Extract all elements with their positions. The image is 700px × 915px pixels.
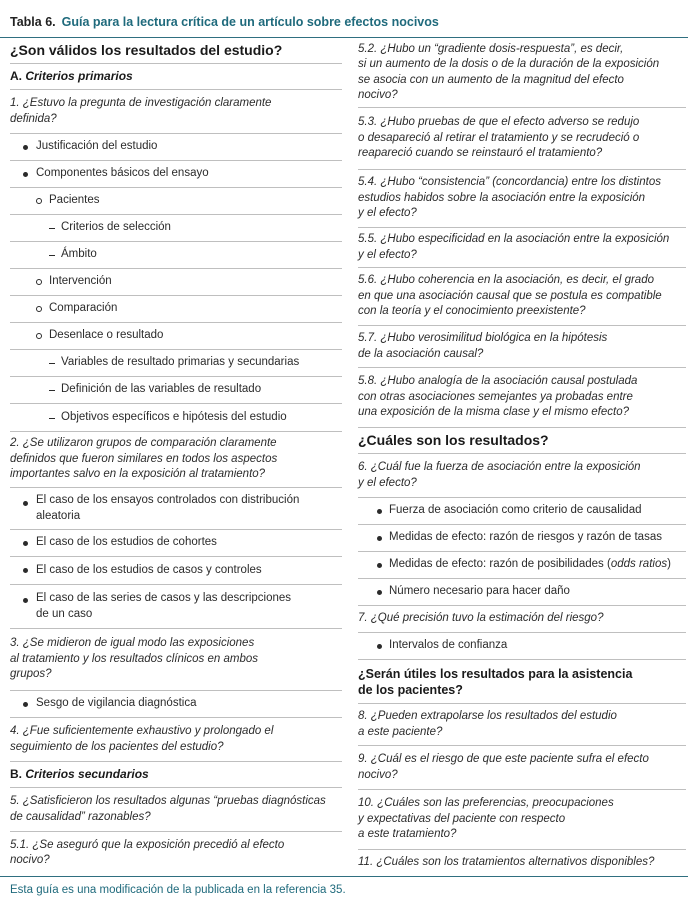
item-nnh: Número necesario para hacer daño [389,585,570,598]
circle-bullet-icon [36,306,42,312]
item-ensayos-line: El caso de los ensayos controlados con distribución [36,494,300,506]
list-item [10,296,342,323]
question-4-line: seguimiento de los pacientes del estudio? [10,740,224,753]
list-item [10,557,342,585]
bottom-rule [0,876,688,877]
question-5-7-row [358,326,686,368]
bullet-icon [23,702,28,707]
table-title: Guía para la lectura crítica de un artículo sobre efectos nocivos [61,15,439,29]
list-item [10,242,342,269]
question-9-row [358,746,686,790]
table-footnote: Esta guía es una modificación de la publicada en la referencia 35. [10,884,346,896]
question-5-7-line: de la asociación causal? [358,347,484,360]
question-5-1-line: 5.1. ¿Se aseguró que la exposición precedió al efecto [10,838,285,851]
usefulness-heading-line: ¿Serán útiles los resultados para la asistencia [358,666,633,681]
list-item [358,552,686,579]
question-10-line: a este tratamiento? [358,828,457,841]
dash-icon [49,418,55,419]
question-5-4-row [358,170,686,228]
item-componentes: Componentes básicos del ensayo [36,167,209,180]
item-comparacion: Comparación [49,302,118,315]
question-10-row [358,790,686,850]
validity-heading: ¿Son válidos los resultados del estudio? [10,41,283,58]
question-2-row [10,432,342,488]
circle-bullet-icon [36,198,42,204]
item-justificacion: Justificación del estudio [36,140,158,153]
section-b-row [10,762,342,788]
bullet-icon [23,145,28,150]
dash-icon [49,255,55,256]
question-3-line: al tratamiento y los resultados clínicos en ambos [10,652,259,665]
table-label: Tabla 6. [10,15,56,29]
list-item [358,579,686,606]
bullet-icon [377,536,382,541]
dash-icon [49,363,55,364]
usefulness-heading-row [358,660,686,704]
question-4-row [10,718,342,762]
question-1-line: definida? [10,112,57,125]
question-1-row [10,90,342,134]
question-5-2-line: se asocia con un aumento de la magnitud del efecto [358,73,624,86]
question-6-row [358,454,686,498]
question-5-row [10,788,342,832]
item-ensayos-line: aleatoria [36,509,81,522]
section-a-row [10,64,342,90]
question-5-2-row [358,38,686,108]
question-11: 11. ¿Cuáles son los tratamientos alternativos disponibles? [358,856,655,869]
question-8-row [358,704,686,746]
item-series-line: El caso de las series de casos y las descripciones [36,592,292,604]
question-2-line: 2. ¿Se utilizaron grupos de comparación claramente [10,437,277,450]
question-5-2-line: 5.2. ¿Hubo un “gradiente dosis-respuesta”, es decir, [358,42,624,55]
list-item [10,188,342,215]
results-heading-row [358,428,686,454]
question-9-line: nocivo? [358,768,398,781]
question-11-row [358,850,686,876]
circle-bullet-icon [36,279,42,285]
dash-icon [49,228,55,229]
list-item [10,488,342,530]
item-criterios-seleccion: Criterios de selección [61,221,171,234]
question-6-line: 6. ¿Cuál fue la fuerza de asociación entre la exposición [358,461,641,473]
question-6-line: y el efecto? [358,476,417,489]
question-5-8-line: una exposición de la misma clase y el mismo efecto? [358,406,630,419]
usefulness-heading-line: de los pacientes? [358,682,463,697]
list-item [10,323,342,350]
list-item [10,161,342,188]
list-item [10,350,342,377]
question-5-4-line: 5.4. ¿Hubo “consistencia” (concordancia) entre los distintos [358,176,661,189]
question-5-5-line: 5.5. ¿Hubo especificidad en la asociación entre la exposición [358,233,670,245]
question-2-line: definidos que fueron similares en todos los aspectos [10,452,278,465]
question-8-line: a este paciente? [358,725,443,738]
item-posibilidades-prefix: Medidas de efecto: razón de posibilidades ( [389,558,611,571]
table-caption [10,14,686,30]
item-posibilidades [389,557,671,573]
question-5-2-line: nocivo? [358,89,398,101]
question-10-line: 10. ¿Cuáles son las preferencias, preocupaciones [358,797,614,810]
list-item [10,377,342,404]
bullet-icon [377,509,382,514]
question-4-line: 4. ¿Fue suficientemente exhaustivo y prolongado el [10,725,274,737]
section-b-title: Criterios secundarios [25,766,149,781]
list-item [358,498,686,525]
question-3-line: grupos? [10,668,52,681]
bullet-icon [377,644,382,649]
item-pacientes: Pacientes [49,194,100,207]
item-ambito: Ámbito [61,248,97,261]
bullet-icon [23,568,28,573]
question-7-row [358,606,686,633]
question-5-6-line: en que una asociación causal que se postula es compatible [358,289,662,302]
list-item [10,691,342,718]
question-5-4-line: y el efecto? [358,207,417,220]
question-3-row [10,629,342,691]
item-riesgos: Medidas de efecto: razón de riesgos y razón de tasas [389,531,662,544]
question-7: 7. ¿Qué precisión tuvo la estimación del riesgo? [358,612,604,625]
list-item [10,404,342,432]
section-b-letter: B. [10,766,22,781]
item-posibilidades-italic: odds ratios [610,558,668,571]
bullet-icon [23,541,28,546]
item-fuerza: Fuerza de asociación como criterio de causalidad [389,504,642,517]
question-5-3-line: 5.3. ¿Hubo pruebas de que el efecto adverso se redujo [358,116,640,129]
list-item [10,585,342,629]
question-5-7-line: 5.7. ¿Hubo verosimilitud biológica en la hipótesis [358,332,608,344]
question-5-3-row [358,108,686,170]
list-item [10,134,342,161]
validity-heading-row [10,38,342,64]
item-cohortes: El caso de los estudios de cohortes [36,536,217,549]
question-5-2-line: si un aumento de la dosis o de la duración de la exposición [358,58,660,70]
item-posibilidades-suffix: ) [667,558,671,571]
question-5-3-line: o desapareció al retirar el tratamiento y se recrudeció o [358,131,640,144]
question-1-line: 1. ¿Estuvo la pregunta de investigación claramente [10,97,272,109]
question-5-8-row [358,368,686,428]
question-5-3-line: reapareció cuando se reinstauró el tratamiento? [358,147,603,160]
circle-bullet-icon [36,333,42,339]
item-intervencion: Intervención [49,275,112,288]
question-10-line: y expectativas del paciente con respecto [358,812,566,825]
question-9-line: 9. ¿Cuál es el riesgo de que este paciente sufra el efecto [358,753,649,765]
item-definicion-variables: Definición de las variables de resultado [61,383,262,396]
item-sesgo: Sesgo de vigilancia diagnóstica [36,697,197,710]
item-casos-controles: El caso de los estudios de casos y controles [36,563,262,576]
bullet-icon [23,501,28,506]
question-5-6-row [358,268,686,326]
results-heading: ¿Cuáles son los resultados? [358,431,549,448]
item-intervalos: Intervalos de confianza [389,639,508,652]
item-desenlace: Desenlace o resultado [49,329,164,342]
bullet-icon [377,590,382,595]
question-2-line: importantes salvo en la exposición al tratamiento? [10,468,266,481]
list-item [10,215,342,242]
section-a-letter: A. [10,68,22,83]
bullet-icon [377,563,382,568]
question-5-8-line: 5.8. ¿Hubo analogía de la asociación causal postulada [358,375,638,388]
list-item [358,633,686,660]
question-5-8-line: con otras asociaciones semejantes ya probadas entre [358,390,633,403]
item-series-line: de un caso [36,607,93,620]
list-item [10,269,342,296]
bullet-icon [23,172,28,177]
question-5-1-line: nocivo? [10,854,50,866]
question-5-5-row [358,228,686,268]
question-5-6-line: 5.6. ¿Hubo coherencia en la asociación, es decir, el grado [358,274,654,287]
bullet-icon [23,598,28,603]
question-5-4-line: estudios habidos sobre la asociación entre la exposición [358,191,646,204]
question-5-1-row [10,832,342,874]
section-a-title: Criterios primarios [25,68,133,83]
item-objetivos: Objetivos específicos e hipótesis del estudio [61,410,287,423]
question-5-line: 5. ¿Satisficieron los resultados algunas “pruebas diagnósticas [10,795,326,807]
dash-icon [49,390,55,391]
question-8-line: 8. ¿Pueden extrapolarse los resultados del estudio [358,710,617,722]
question-3-line: 3. ¿Se midieron de igual modo las exposiciones [10,637,255,650]
list-item [358,525,686,552]
question-5-line: de causalidad” razonables? [10,810,151,823]
item-variables-resultado: Variables de resultado primarias y secundarias [61,356,300,369]
list-item [10,530,342,557]
question-5-5-line: y el efecto? [358,248,417,261]
question-5-6-line: con la teoría y el conocimiento preexistente? [358,305,586,318]
